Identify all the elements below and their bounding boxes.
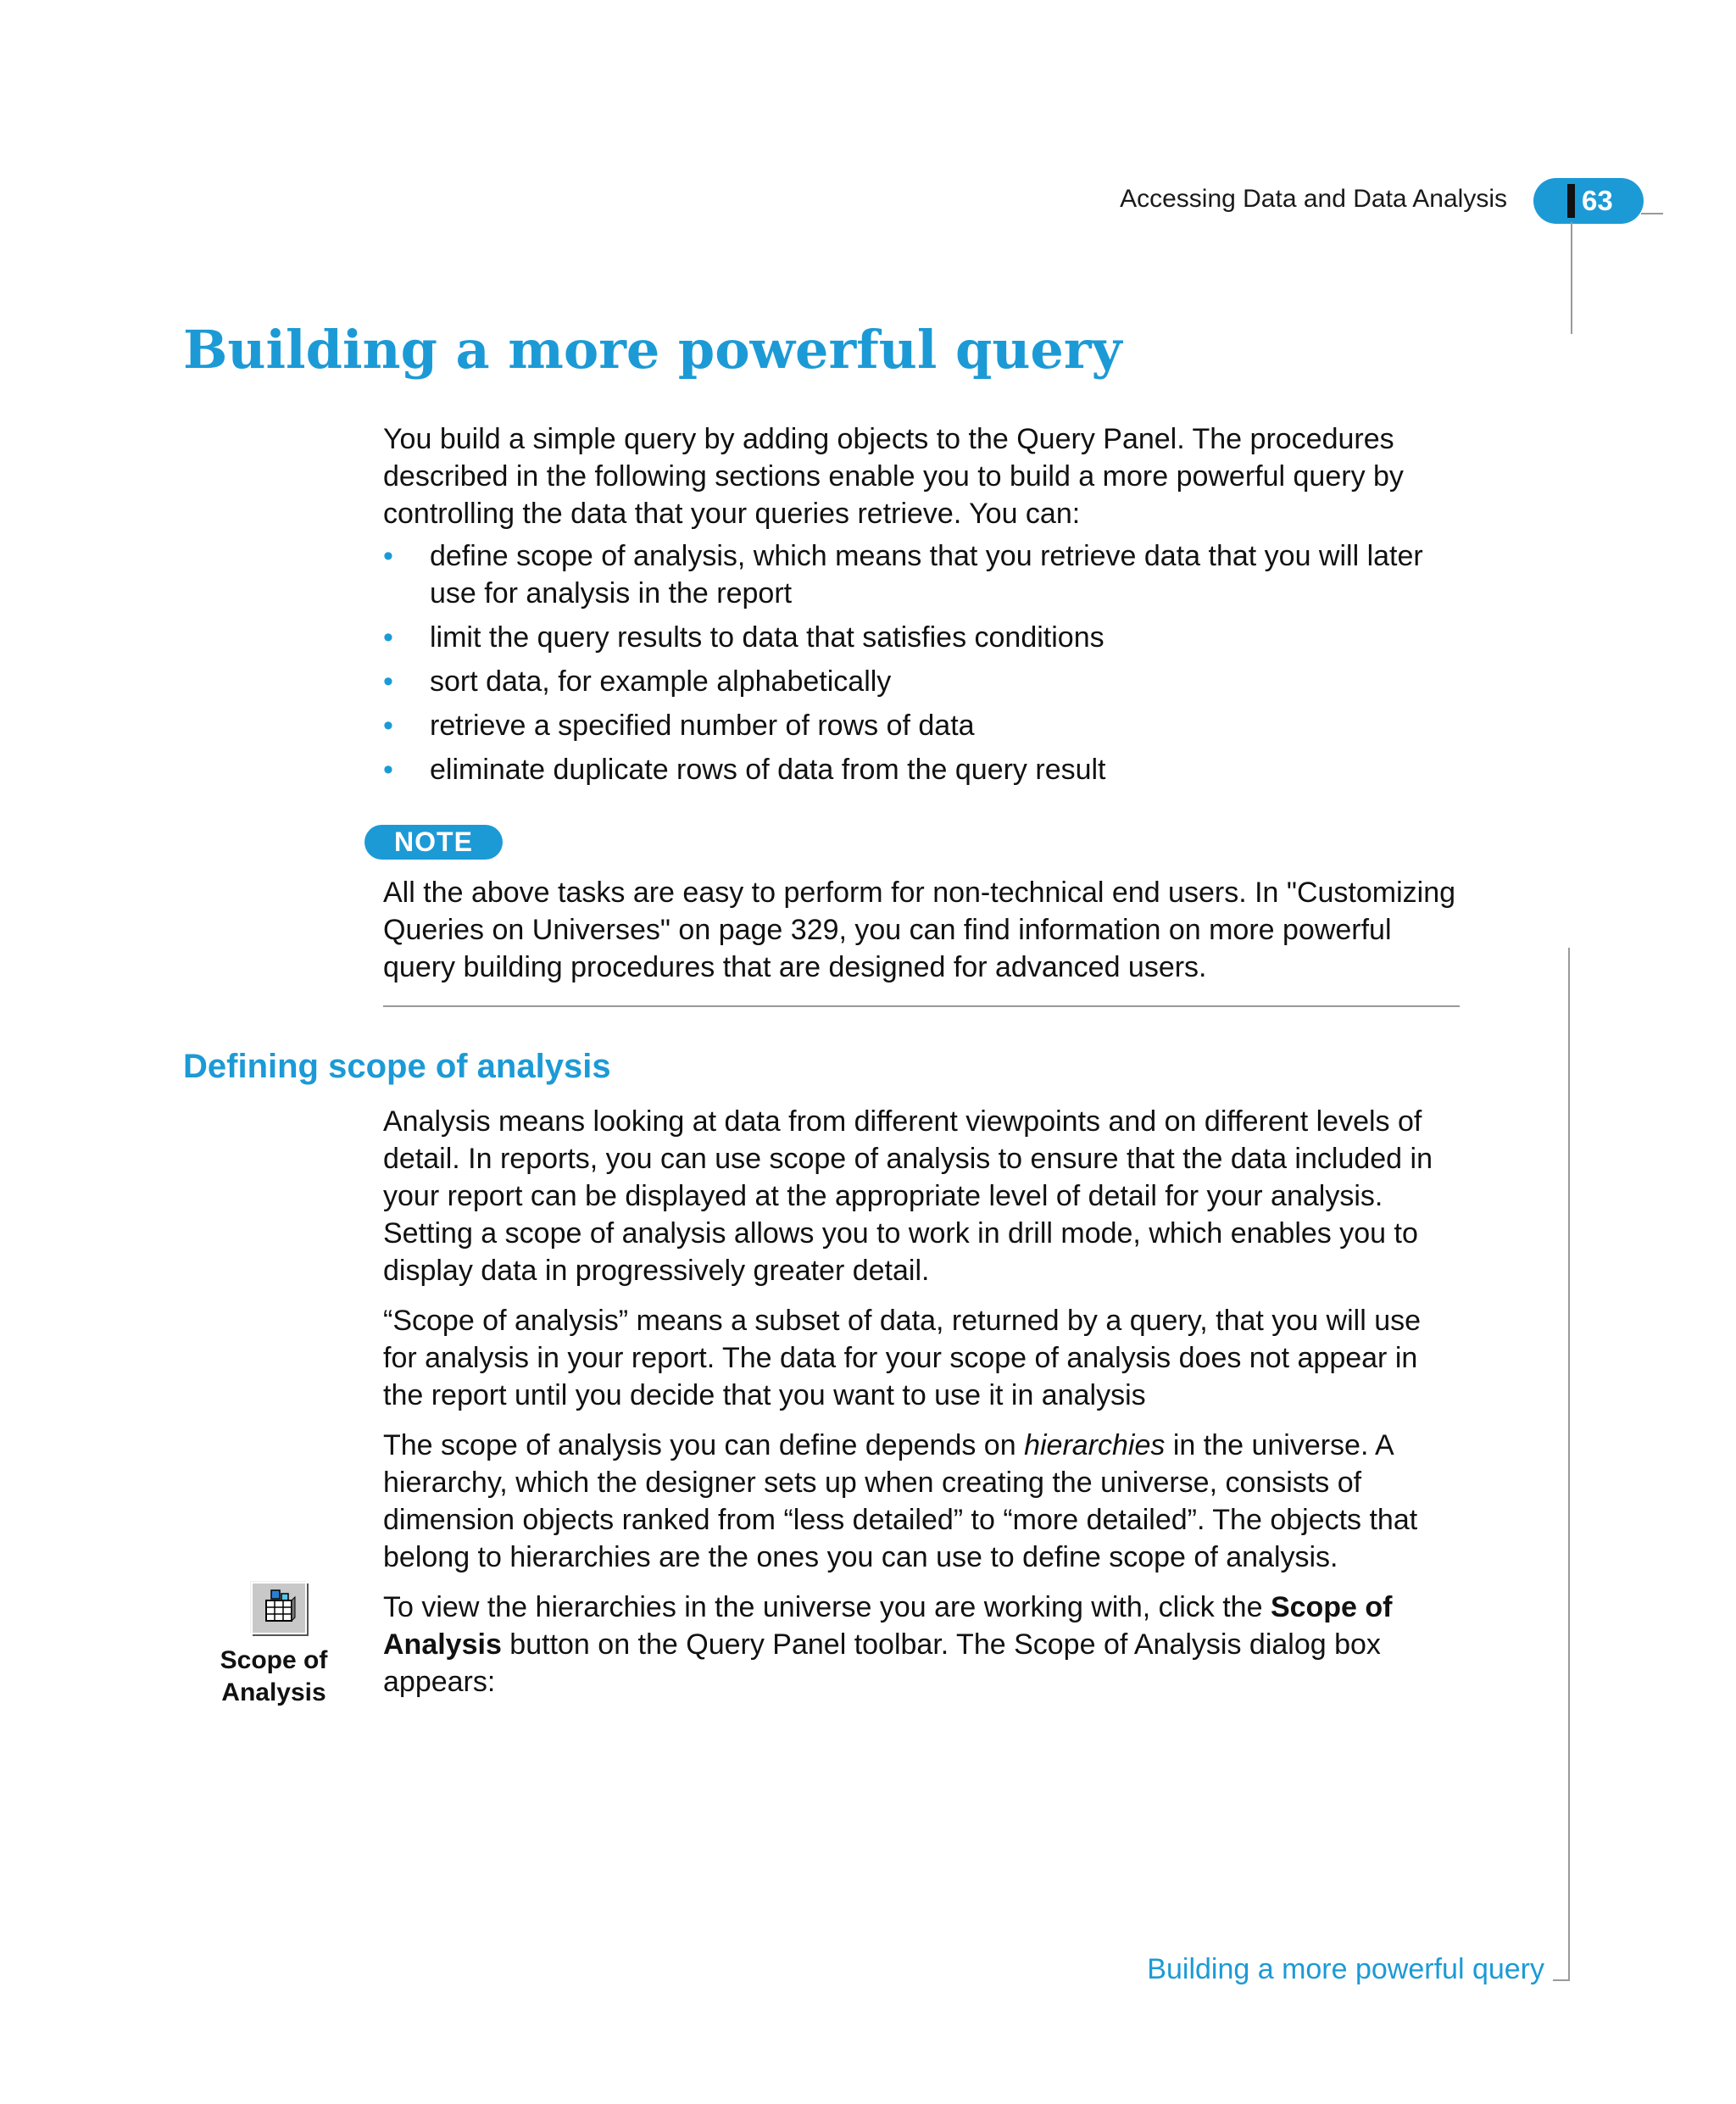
- bullet-icon: •: [383, 540, 393, 572]
- bullet-icon: •: [383, 710, 393, 742]
- scope-of-analysis-term: Scope of Analysis: [383, 1591, 1393, 1661]
- list-item: • eliminate duplicate rows of data from the query result: [383, 751, 1460, 788]
- note-divider: [383, 1005, 1460, 1007]
- header-rule: [1641, 213, 1663, 214]
- list-item: • define scope of analysis, which means that you retrieve data that you will later use for analysis in the report: [383, 537, 1460, 612]
- bullet-icon: •: [383, 621, 393, 654]
- page-tab-marker: [1567, 184, 1575, 218]
- bullet-icon: •: [383, 754, 393, 786]
- icon-caption: Scope of Analysis: [220, 1646, 328, 1706]
- page-number-tab: [1533, 178, 1644, 224]
- section-paragraph-4: To view the hierarchies in the universe you are working with, click the Scope of Analysis button on the Query Panel toolbar. The Scope of Analysis dialog box appears:: [383, 1591, 1393, 1698]
- capabilities-list: [383, 537, 1460, 788]
- section-paragraph-1: Analysis means looking at data from different viewpoints and on different levels of detail. In reports, you can use scope of analysis to ensure that the data included in your report can be displayed at the appropriate level of detail for your analysis. Setting a scope of analysis allows you to work in drill mode, which enables you to display data in progressively greater detail.: [383, 1105, 1433, 1287]
- running-header-title: Accessing Data and Data Analysis: [1120, 185, 1507, 213]
- section-paragraph-2: “Scope of analysis” means a subset of data, returned by a query, that you will use for analysis in your report. The data for your scope of analysis does not appear in the report until you decide that you want to use it in analysis: [383, 1305, 1422, 1411]
- list-item: • limit the query results to data that satisfies conditions: [383, 619, 1460, 656]
- section-paragraph-3: The scope of analysis you can define depends on hierarchies in the universe. A hierarchy, which the designer sets up when creating the universe, consists of dimension objects ranked from “less detailed” to “more detailed”. The objects that belong to hierarchies are the ones you can use to define scope of analysis.: [383, 1429, 1418, 1573]
- section-body: [383, 1103, 1460, 1713]
- note-body: [383, 874, 1460, 986]
- intro-section: [383, 420, 1460, 795]
- page-title: Building a more powerful query: [183, 319, 1122, 381]
- scope-of-analysis-icon: [251, 1582, 307, 1634]
- list-item: • sort data, for example alphabetically: [383, 663, 1460, 700]
- hierarchies-term: hierarchies: [1024, 1429, 1166, 1461]
- running-footer: Building a more powerful query: [1147, 1953, 1544, 1985]
- grid-cube-icon: [261, 1589, 298, 1626]
- note-text: All the above tasks are easy to perform for non-technical end users. In "Customizing Queries on Universes" on page 329, you can find information on more powerful query building procedures that are designed for advanced users.: [383, 877, 1456, 983]
- section-heading: Defining scope of analysis: [183, 1048, 611, 1085]
- list-item: • retrieve a specified number of rows of data: [383, 707, 1460, 744]
- intro-paragraph: You build a simple query by adding objects to the Query Panel. The procedures described in the following sections enable you to build a more powerful query by controlling the data that your queries retrieve. You can:: [383, 423, 1404, 530]
- note-label: NOTE: [364, 825, 503, 860]
- bullet-icon: •: [383, 665, 393, 698]
- margin-rule-bottom: [1568, 948, 1570, 1981]
- footer-rule: [1553, 1979, 1570, 1981]
- margin-rule-top: [1571, 222, 1572, 334]
- page-number: 63: [1582, 185, 1613, 216]
